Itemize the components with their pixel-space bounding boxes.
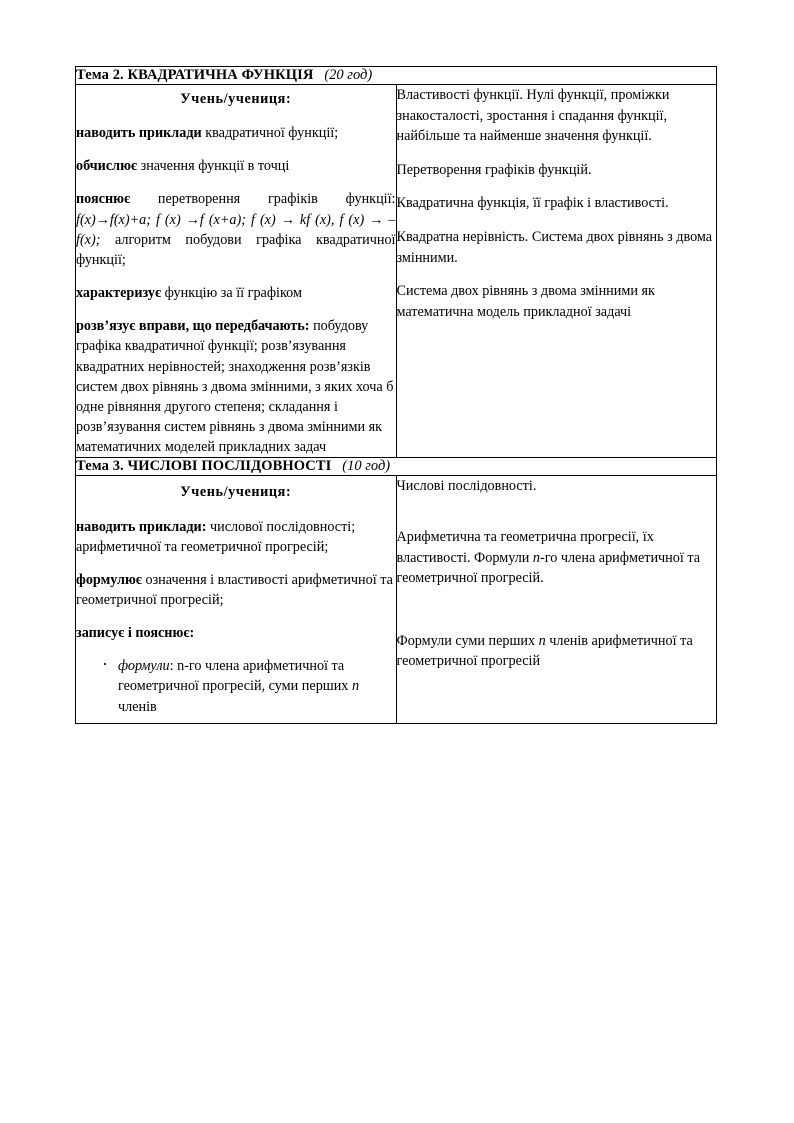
theme3-content-2 — [397, 527, 717, 589]
theme3-bullet-list — [76, 656, 396, 716]
theme2-requirement-2-rest: значення функції в точці — [137, 158, 290, 175]
theme2-title: Тема 2. КВАДРАТИЧНА ФУНКЦІЯ — [76, 67, 314, 83]
theme2-requirement-4 — [76, 283, 396, 303]
table-row-theme2-heading — [76, 67, 717, 85]
theme2-content-5: Система двох рівнянь з двома змінними як математична модель прикладної задачі — [396, 283, 655, 320]
theme3-requirement-3 — [76, 623, 396, 643]
table-row-theme3-heading — [76, 458, 717, 476]
theme2-content-2: Перетворення графіків функцій. — [396, 161, 592, 178]
theme2-subhead: Учень/учениця: — [180, 91, 292, 107]
theme2-requirement-1 — [76, 123, 396, 143]
theme2-requirement-4-lead: характеризує — [76, 285, 162, 302]
theme3-bullet-rest-a: : n-го члена арифметичної та геометричної прогресій, суми перших — [118, 658, 352, 695]
theme2-requirement-4-rest: функцію за її графіком — [161, 285, 302, 302]
theme2-requirement-3-formula: f(x)→f(x)+a; f (x) →f (x+a); f (x) → kf (x), f (x) → – f(x); — [76, 211, 396, 248]
theme3-content-3-a: Формули суми перших — [396, 632, 539, 649]
theme3-requirement-3-lead: записує і пояснює: — [76, 625, 195, 642]
theme2-requirement-5-lead: розв’язує вправи, що передбачають: — [76, 318, 310, 335]
theme2-requirement-3 — [76, 189, 396, 270]
theme3-content-2-a: Арифметична та геометрична прогресії, їх властивості. Формули — [396, 528, 654, 566]
theme3-content-3 — [397, 631, 717, 672]
theme2-requirements-cell — [76, 85, 397, 458]
theme3-hours: (10 год) — [342, 458, 391, 475]
table-row-theme3-body — [76, 476, 717, 723]
theme3-requirement-1 — [76, 517, 396, 557]
theme3-content-1: Числові послідовності. — [396, 478, 537, 495]
theme2-requirement-3-rest-a: перетворення графіків функції: — [130, 191, 396, 208]
theme3-requirement-2-lead: формулює — [76, 571, 142, 588]
theme2-requirement-5 — [76, 316, 396, 457]
document-page — [75, 66, 717, 724]
theme3-bullet-lead: формули — [118, 658, 170, 675]
theme3-content-2-b: -го члена арифметичної та геометричної прогресій. — [396, 549, 701, 587]
theme2-hours: (20 год) — [324, 67, 373, 83]
theme2-content-1: Властивості функції. Нулі функції, проміжки знакосталості, зростання і спадання функції, найбільше та найменше значення функції. — [396, 87, 670, 145]
theme3-subhead: Учень/учениця: — [180, 484, 292, 501]
theme2-requirement-3-rest-b: алгоритм побудови графіка квадратичної функції; — [76, 231, 396, 268]
theme2-content-cell — [396, 85, 717, 458]
theme3-content-2-n: n — [532, 549, 541, 566]
theme2-requirement-2 — [76, 156, 396, 176]
theme3-content-3-b: членів арифметичної та геометричної прогресій — [396, 632, 693, 670]
table-row-theme2-body — [76, 85, 717, 458]
theme3-requirement-2-rest: означення і властивості арифметичної та геометричної прогресій; — [76, 571, 393, 608]
theme2-requirement-3-lead: пояснює — [76, 191, 131, 208]
theme2-content-4: Квадратна нерівність. Система двох рівнянь з двома змінними. — [396, 228, 713, 266]
theme3-requirement-1-rest: числової послідовності; арифметичної та геометричної прогресій; — [76, 518, 356, 555]
theme3-requirement-2 — [76, 570, 396, 610]
theme2-requirement-5-rest: побудову графіка квадратичної функції; розв’язування квадратних нерівностей; знаходження розв’язків систем двох рівнянь з двома змінними, з яких хоча б одне рівняння другого степеня; складання і розв’язування систем рівнянь з двома змінними як математичних моделей прикладних задач — [76, 318, 394, 456]
theme3-bullet-rest-b: членів — [118, 698, 157, 715]
list-item — [102, 656, 396, 716]
theme3-content-cell — [396, 476, 717, 723]
theme3-requirements-cell — [76, 476, 397, 723]
theme3-requirement-1-lead: наводить приклади: — [76, 518, 207, 535]
theme3-heading-cell — [76, 458, 717, 476]
theme2-requirement-1-rest: квадратичної функції; — [201, 125, 339, 142]
theme2-heading-cell — [76, 67, 717, 85]
theme3-title: Тема 3. ЧИСЛОВІ ПОСЛІДОВНОСТІ — [76, 458, 332, 475]
theme3-content-3-n: n — [538, 632, 546, 649]
theme2-requirement-1-lead: наводить приклади — [76, 125, 202, 142]
theme2-content-3: Квадратична функція, її графік і властивості. — [396, 195, 669, 212]
curriculum-table — [75, 66, 717, 724]
theme3-bullet-n: n — [351, 678, 360, 695]
theme2-requirement-2-lead: обчислює — [76, 158, 138, 175]
